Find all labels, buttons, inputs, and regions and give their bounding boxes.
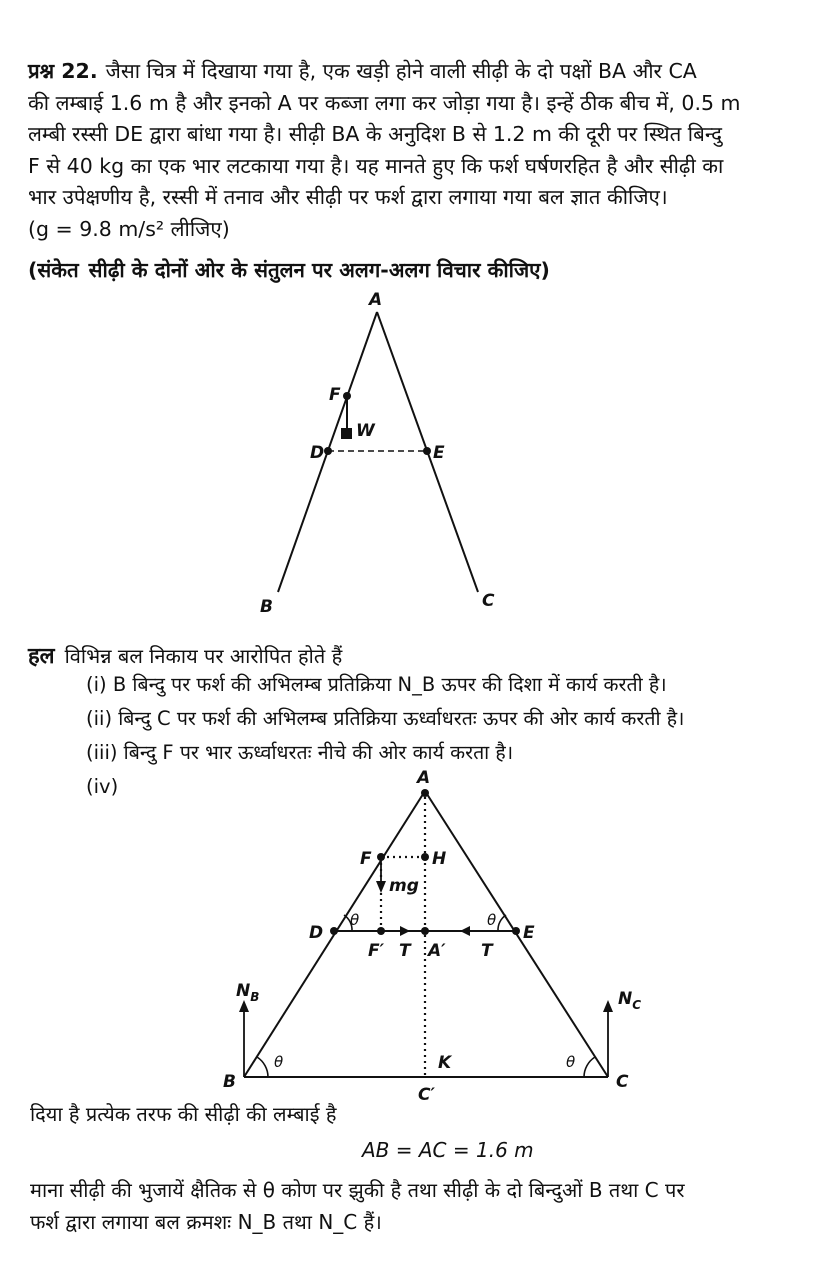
- weight-block: [341, 428, 352, 439]
- given-equation: AB = AC = 1.6 m: [362, 1138, 534, 1162]
- nc-arrow-head: [603, 1000, 613, 1012]
- label-c-prime: C′: [418, 1085, 435, 1105]
- solution-item: (i) B बिन्दु पर फर्श की अभिलम्ब प्रतिक्रिया N_B ऊपर की दिशा में कार्य करती है।: [86, 673, 667, 696]
- hint-text: सीढ़ी के दोनों ओर के संतुलन पर अलग-अलग विचार कीजिए): [88, 258, 550, 282]
- question-label: प्रश्न 22.: [28, 59, 98, 83]
- label-c: C: [482, 591, 495, 611]
- label-a: A: [369, 290, 383, 310]
- assumption-line-2: फर्श द्वारा लगाया बल क्रमशः N_B तथा N_C हैं।: [30, 1210, 382, 1234]
- label-e2: E: [523, 923, 535, 943]
- given-text: दिया है प्रत्येक तरफ की सीढ़ी की लम्बाई है: [30, 1102, 337, 1126]
- label-d2: D: [309, 923, 324, 943]
- theta-e: θ: [487, 911, 497, 929]
- solution-item: (ii) बिन्दु C पर फर्श की अभिलम्ब प्रतिक्रिया ऊर्ध्वाधरतः ऊपर की ओर कार्य करती है।: [86, 707, 685, 730]
- point-a-prime: [421, 927, 429, 935]
- label-h: H: [432, 849, 447, 869]
- label-w: W: [356, 421, 375, 441]
- tension-arrowhead-left: [400, 926, 410, 936]
- solution-items: [86, 668, 684, 804]
- point-e: [423, 447, 431, 455]
- label-a-prime: A′: [428, 941, 446, 961]
- point-h: [421, 853, 429, 861]
- question-line-4: F से 40 kg का एक भार लटकाया गया है। यह मानते हुए कि फर्श घर्षणरहित है और सीढ़ी का: [28, 153, 724, 178]
- solution-label: हल: [28, 644, 55, 669]
- figure-1: [260, 290, 495, 617]
- question-line-3: लम्बी रस्सी DE द्वारा बांधा गया है। सीढ़ी BA के अनुदिश B से 1.2 m की दूरी पर स्थित बिन्दु: [28, 122, 723, 146]
- question-line-2: की लम्बाई 1.6 m है और इनको A पर कब्जा लगा कर जोड़ा गया है। इन्हें ठीक बीच में, 0.5 m: [28, 90, 741, 115]
- label-a2: A: [417, 768, 431, 788]
- label-f2: F: [360, 849, 372, 869]
- label-nc: $N_C$: [618, 989, 642, 1012]
- label-t-left: T: [399, 941, 411, 961]
- theta-d: θ: [350, 911, 360, 929]
- point-d: [324, 447, 332, 455]
- label-b2: B: [223, 1072, 236, 1092]
- angle-arc-c: [584, 1057, 595, 1077]
- hint-label: (संकेत: [28, 258, 79, 282]
- label-t-right: T: [481, 941, 493, 961]
- solution-item: (iii) बिन्दु F पर भार ऊर्ध्वाधरतः नीचे की ओर कार्य करता है।: [86, 741, 514, 764]
- label-d: D: [310, 443, 325, 463]
- nb-arrow-head: [239, 1000, 249, 1012]
- assumption-text: [30, 1174, 810, 1238]
- tension-arrowhead-right: [460, 926, 470, 936]
- solution-item: (iv): [86, 775, 119, 798]
- question-line-1: प्रश्न 22. जैसा चित्र में दिखाया गया है, एक खड़ी होने वाली सीढ़ी के दो पक्षों BA और CA: [28, 59, 697, 83]
- label-f-prime: F′: [368, 941, 385, 961]
- mg-arrow-head: [376, 881, 386, 893]
- angle-arc-b: [257, 1057, 268, 1077]
- figure-2: [223, 768, 641, 1105]
- point-f-prime: [377, 927, 385, 935]
- theta-c: θ: [566, 1053, 576, 1071]
- theta-b: θ: [274, 1053, 284, 1071]
- label-e: E: [433, 443, 445, 463]
- point-f: [377, 853, 385, 861]
- label-b: B: [260, 597, 273, 617]
- assumption-line-1: माना सीढ़ी की भुजायें क्षैतिक से θ कोण पर झुकी है तथा सीढ़ी के दो बिन्दुओं B तथा C पर: [30, 1178, 685, 1202]
- label-c2: C: [616, 1072, 629, 1092]
- solution-intro: विभिन्न बल निकाय पर आरोपित होते हैं: [64, 644, 343, 668]
- question-line-6: (g = 9.8 m/s² लीजिए): [28, 216, 230, 241]
- label-k: K: [438, 1053, 452, 1073]
- label-nb: $N_B$: [236, 981, 260, 1004]
- point-e: [512, 927, 520, 935]
- label-mg: mg: [389, 876, 419, 896]
- solution-heading: [28, 640, 342, 670]
- point-d: [330, 927, 338, 935]
- label-f: F: [329, 385, 341, 405]
- question-line-5: भार उपेक्षणीय है, रस्सी में तनाव और सीढ़ी पर फर्श द्वारा लगाया गया बल ज्ञात कीजिए।: [28, 185, 668, 209]
